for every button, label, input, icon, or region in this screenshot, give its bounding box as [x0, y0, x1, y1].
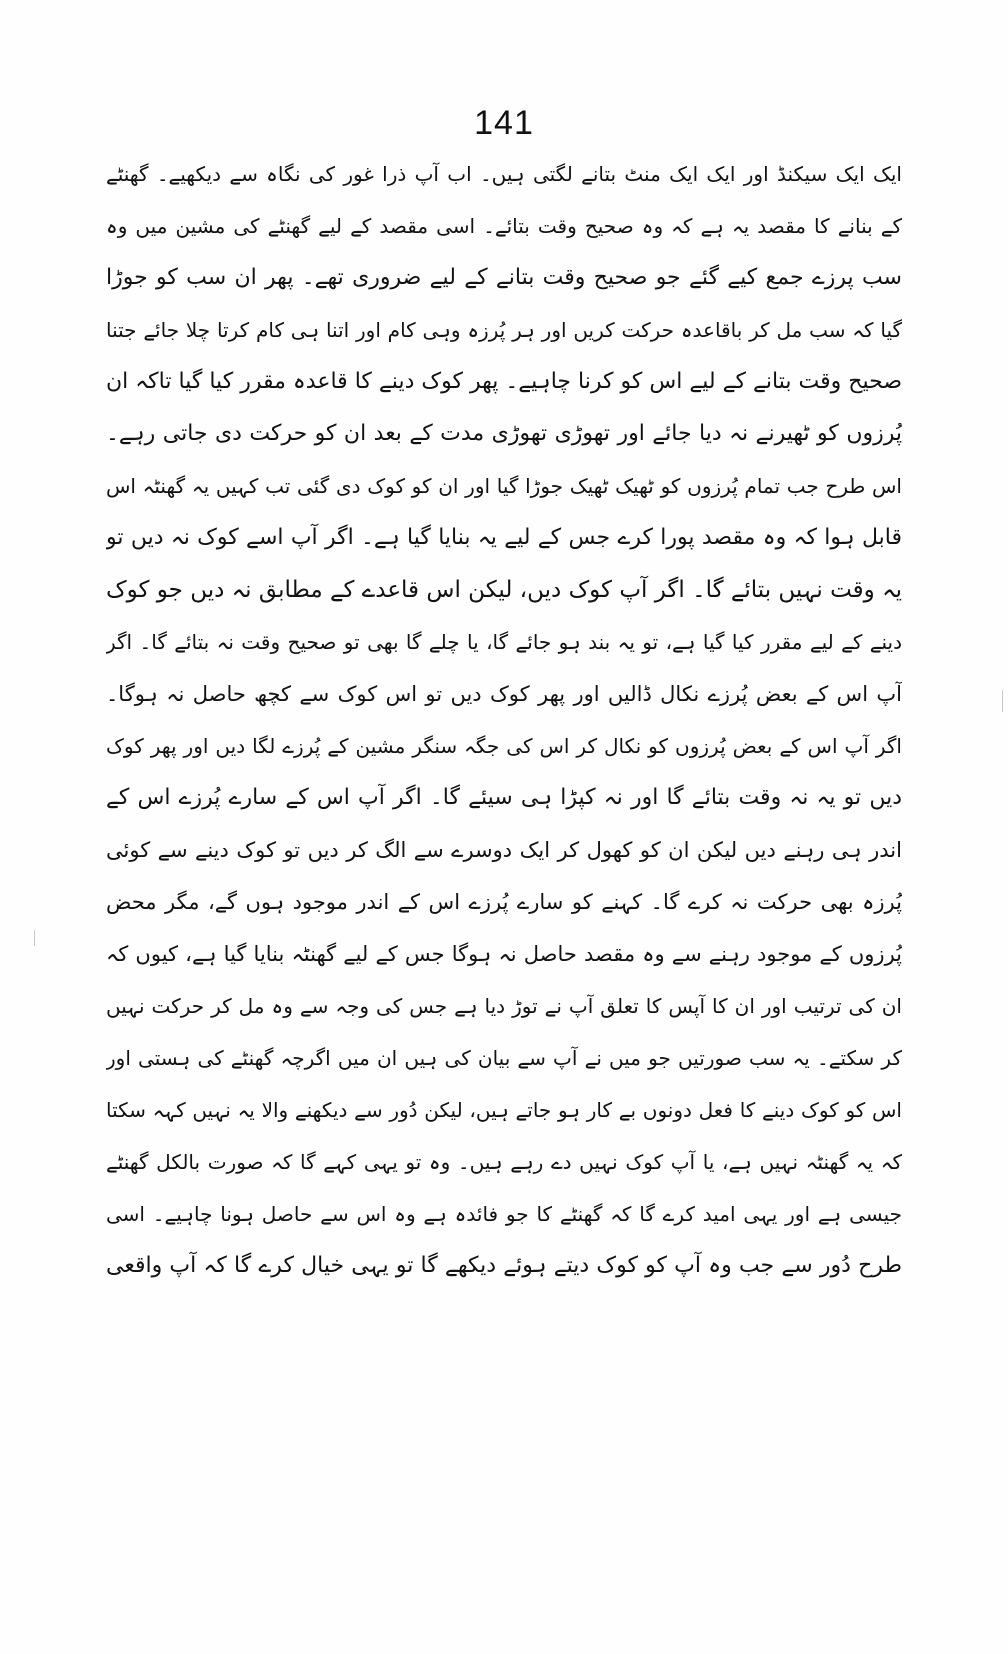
text-line: کہ یہ گھنٹہ نہیں ہے، یا آپ کوک نہیں دے رہے ہیں۔ وہ تو یہی کہے گا کہ صورت بالکل گھنٹے	[106, 1150, 902, 1174]
text-line: یہ وقت نہیں بتائے گا۔ اگر آپ کوک دیں، لیکن اس قاعدے کے مطابق نہ دیں جو کوک	[106, 577, 902, 603]
text-line: پُرزوں کو ٹھیرنے نہ دیا جائے اور تھوڑی تھوڑی مدت کے بعد ان کو حرکت دی جاتی رہے۔	[106, 421, 902, 446]
text-line: دیں تو یہ نہ وقت بتائے گا اور نہ کپڑا ہی سیئے گا۔ اگر آپ اس کے سارے پُرزے اس کے	[106, 785, 902, 810]
text-line: سب پرزے جمع کیے گئے جو صحیح وقت بتانے کے لیے ضروری تھے۔ پھر ان سب کو جوڑا	[106, 265, 902, 290]
text-line: آپ اس کے بعض پُرزے نکال ڈالیں اور پھر کوک دیں تو اس کوک سے کچھ حاصل نہ ہوگا۔	[106, 682, 902, 706]
text-line: پُرزوں کے موجود رہنے سے وہ مقصد حاصل نہ ہوگا جس کے لیے گھنٹہ بنایا گیا ہے، کیوں کہ	[106, 942, 902, 966]
gutter-mark	[34, 930, 35, 946]
page-number: 141	[474, 104, 534, 142]
text-line: جیسی ہے اور یہی امید کرے گا کہ گھنٹے کا جو فائدہ ہے وہ اس سے حاصل ہونا چاہیے۔ اسی	[106, 1202, 902, 1226]
gutter-mark	[1002, 690, 1003, 712]
text-line: اگر آپ اس کے بعض پُرزوں کو نکال کر اس کی جگہ سنگر مشین کے پُرزے لگا دیں اور پھر کوک	[106, 734, 902, 758]
text-line: اندر ہی رہنے دیں لیکن ان کو کھول کر ایک دوسرے سے الگ کر دیں تو کوک دینے سے کوئی	[106, 838, 902, 862]
text-line: پُرزہ بھی حرکت نہ کرے گا۔ کہنے کو سارے پُرزے اس کے اندر موجود ہوں گے، مگر محض	[106, 890, 902, 914]
text-line: ان کی ترتیب اور ان کا آپس کا تعلق آپ نے توڑ دیا ہے جس کی وجہ سے وہ مل کر حرکت نہیں	[106, 994, 902, 1018]
text-line: گیا کہ سب مل کر باقاعدہ حرکت کریں اور ہر پُرزہ وہی کام اور اتنا ہی کام کرتا چلا جائے جتنا	[106, 318, 902, 342]
body-text	[106, 148, 902, 1292]
text-line: دینے کے لیے مقرر کیا گیا ہے، تو یہ بند ہو جائے گا، یا چلے گا بھی تو صحیح وقت نہ بتائے گا۔ اگر	[106, 630, 902, 654]
text-line: اس کو کوک دینے کا فعل دونوں بے کار ہو جاتے ہیں، لیکن دُور سے دیکھنے والا یہ نہیں کہہ سکتا	[106, 1098, 902, 1122]
text-line: کر سکتے۔ یہ سب صورتیں جو میں نے آپ سے بیان کی ہیں ان میں اگرچہ گھنٹے کی ہستی اور	[106, 1046, 902, 1070]
text-line: اس طرح جب تمام پُرزوں کو ٹھیک ٹھیک جوڑا گیا اور ان کو کوک دی گئی تب کہیں یہ گھنٹہ اس	[106, 474, 902, 498]
text-line: قابل ہوا کہ وہ مقصد پورا کرے جس کے لیے یہ بنایا گیا ہے۔ اگر آپ اسے کوک نہ دیں تو	[106, 525, 902, 550]
text-line: طرح دُور سے جب وہ آپ کو کوک دیتے ہوئے دیکھے گا تو یہی خیال کرے گا کہ آپ واقعی	[106, 1253, 902, 1278]
text-line: کے بنانے کا مقصد یہ ہے کہ وہ صحیح وقت بتائے۔ اسی مقصد کے لیے گھنٹے کی مشین میں وہ	[106, 214, 902, 238]
text-line: ایک ایک سیکنڈ اور ایک ایک منٹ بتانے لگتی ہیں۔ اب آپ ذرا غور کی نگاہ سے دیکھیے۔ گھنٹے	[106, 162, 902, 186]
text-line: صحیح وقت بتانے کے لیے اس کو کرنا چاہیے۔ پھر کوک دینے کا قاعدہ مقرر کیا گیا تاکہ ان	[106, 369, 902, 394]
